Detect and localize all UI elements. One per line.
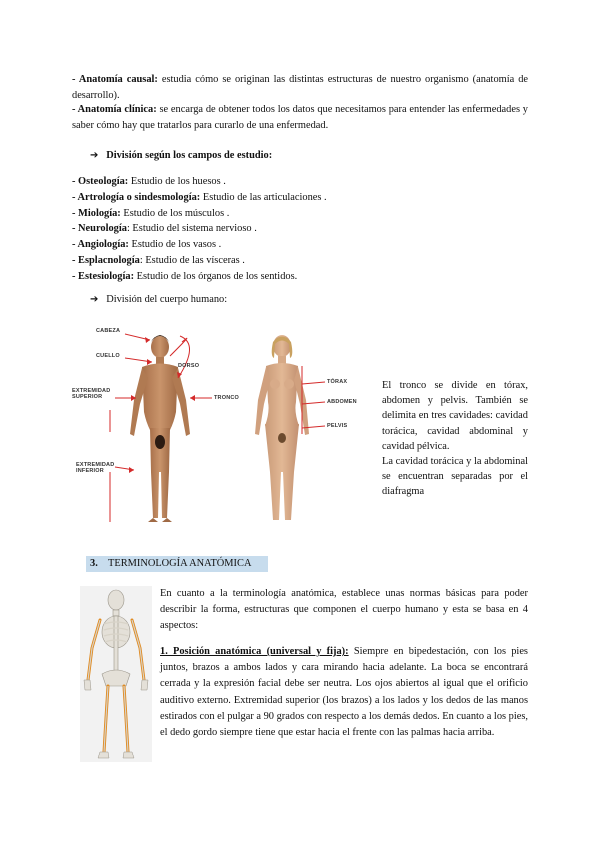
skeleton-figure <box>80 586 152 762</box>
label-abdomen: ABDOMEN <box>327 399 357 405</box>
list-item: - Artrología o sindesmología: Estudio de las articulaciones . <box>72 191 327 203</box>
label-extremidad-superior: EXTREMIDAD SUPERIOR <box>72 388 111 400</box>
label-cuello: CUELLO <box>96 353 120 359</box>
campos-heading: ➔ División según los campos de estudio: <box>90 150 273 161</box>
division-side-text: El tronco se divide en tórax, abdomen y pelvis. También se delimita en tres cavidades: cavidad torácica, cavidad abdominal y cavidad pélvica. La cavidad torácica y la abdominal se encuentran separadas por el diafragma <box>382 380 528 498</box>
terminologia-intro: En cuanto a la terminología anatómica, establece unas normas básicas para poder describir la forma, estructuras que componen el cuerpo humano y esta se basa en 4 aspectos: <box>160 588 528 631</box>
list-item: - Neurología: Estudio del sistema nervioso . <box>72 223 257 235</box>
label-tronco: TRONCO <box>214 395 240 401</box>
section-heading <box>86 556 268 572</box>
list-item: - Angiología: Estudio de los vasos . <box>72 239 222 251</box>
term-anatomia-clinica: - Anatomía clínica: <box>72 104 157 115</box>
list-item: - Estesiología: Estudio de los órganos de los sentidos. <box>72 270 298 282</box>
intro-clinica: - Anatomía clínica: se encarga de obtener todos los datos que necesitamos para entender las enfermedades y saber cómo hay que tratarlos para curarlo de una enfermedad. <box>72 104 528 131</box>
list-item: - Osteología: Estudio de los huesos . <box>72 176 226 187</box>
term-anatomia-causal: - Anatomía causal: <box>72 74 158 85</box>
label-extremidad-inferior: EXTREMIDAD INFERIOR <box>76 462 115 474</box>
arrow-icon: ➔ <box>90 294 99 305</box>
skeleton-illustration <box>80 586 152 762</box>
female-figure <box>255 335 309 520</box>
section-number: 3. <box>90 558 98 569</box>
label-dorso: DORSO <box>178 363 200 369</box>
arrow-icon: ➔ <box>90 150 99 161</box>
label-torax: TÓRAX <box>327 379 348 385</box>
body-figure <box>70 322 370 532</box>
list-item: - Miología: Estudio de los músculos . <box>72 207 230 219</box>
division-heading: ➔ División del cuerpo humano: <box>90 294 228 305</box>
posicion-anatomica: 1. Posición anatómica (universal y fija): Siempre en bipedestación, con los pies juntos, brazos a ambos lados y cara mirando hacia adelante. La boca se encontrará cerrada y la expresión facial debe ser neutra. Los ojos abiertos al igual que el orificio auditivo externo. Extremidad superior (los brazos) a los lados y los dedos de las manos estirados con el pulgar a 90 grados con respecto a los demás dedos. En cuanto a los pies, el dedo gordo siempre tiene que estar hacia el frente con las palmas hacia arriba. <box>160 646 528 739</box>
label-pelvis: PELVIS <box>327 423 348 429</box>
campos-list <box>72 174 528 285</box>
posicion-anatomica-title: 1. Posición anatómica (universal y fija): <box>160 646 349 657</box>
list-item: - Esplacnología: Estudio de las vísceras . <box>72 254 245 266</box>
section-title: TERMINOLOGÍA ANATÓMICA <box>108 558 252 569</box>
label-cabeza: CABEZA <box>96 328 121 334</box>
intro-causal: - Anatomía causal: estudia cómo se originan las distintas estructuras de nuestro organismo (anatomía de desarrollo). <box>72 74 528 101</box>
